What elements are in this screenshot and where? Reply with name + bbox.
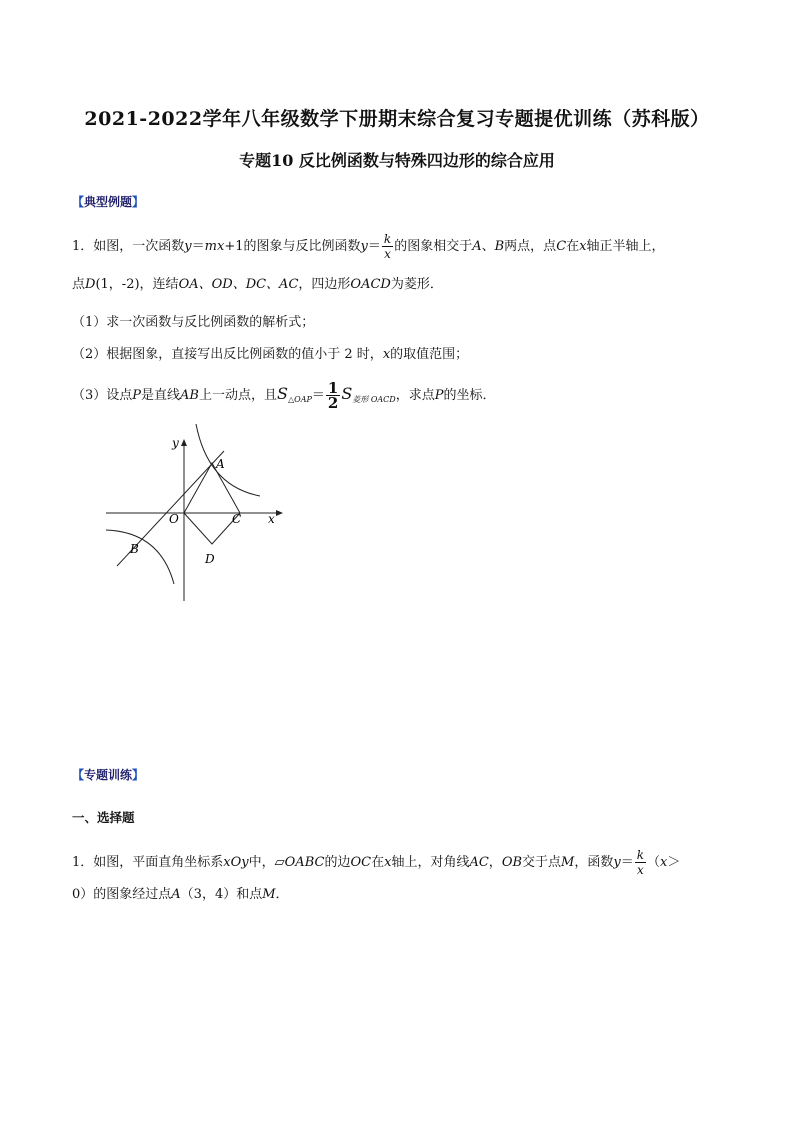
parallelogram-name: ▱OABC <box>274 855 325 870</box>
example1-figure <box>100 420 290 610</box>
area-symbol: S <box>277 384 288 403</box>
label-x: x <box>268 512 275 526</box>
math-var: y <box>613 855 621 870</box>
text: 0）的图象经过点 <box>72 887 172 902</box>
text: 在 <box>371 855 385 870</box>
area-symbol: S <box>341 384 353 403</box>
text: 如图，平面直角坐标系 <box>93 855 224 870</box>
label-B: B <box>130 542 139 556</box>
bracket-close: 】 <box>132 195 145 209</box>
text: （ <box>647 855 661 870</box>
text: 上一动点，且 <box>199 388 278 403</box>
line-name: AB <box>180 388 199 403</box>
point-label: M <box>262 887 276 902</box>
point-label: A <box>472 239 482 254</box>
text: 的图象相交于 <box>394 239 473 254</box>
math-sign: ＝ <box>191 239 205 254</box>
fraction-denominator: 2 <box>327 394 339 412</box>
text: ． <box>275 887 289 902</box>
quadrilateral-name: OACD <box>350 277 391 292</box>
text: （3）设点 <box>72 388 133 403</box>
text: 的边 <box>324 855 351 870</box>
label-A: A <box>216 457 225 471</box>
section-tag-training <box>72 766 144 783</box>
bracket-close: 】 <box>132 768 145 782</box>
fraction-numerator: k <box>636 848 645 862</box>
segment-list: OA、OD、DC、AC <box>178 277 299 292</box>
document-title: 2021-2022学年八年级数学下册期末综合复习专题提优训练（苏科版） <box>84 108 710 130</box>
bracket-open: 【 <box>72 195 85 209</box>
text: 轴正半轴上， <box>586 239 665 254</box>
text: ，连结 <box>139 277 179 292</box>
label-y: y <box>172 436 179 450</box>
segment-name: AC <box>469 855 489 870</box>
label-O: O <box>169 512 179 526</box>
fraction-one-half <box>326 381 340 410</box>
math-var: x <box>382 347 391 362</box>
math-sign: ＝ <box>367 239 381 254</box>
text: ，函数 <box>574 855 614 870</box>
point-label: B <box>494 239 505 254</box>
fraction-k-over-x <box>635 848 646 877</box>
text: 、 <box>481 239 495 254</box>
text: 的图象与反比例函数 <box>243 239 361 254</box>
training1-line1 <box>72 848 680 877</box>
text: 如图，一次函数 <box>93 239 185 254</box>
text: 中， <box>248 855 275 870</box>
math-sign: ＝ <box>311 388 325 403</box>
math-sign: ＞ <box>667 855 681 870</box>
text: ，求点 <box>395 388 435 403</box>
math-const: +1 <box>224 239 244 254</box>
math-var: x <box>579 239 587 254</box>
text: 点 <box>72 277 86 292</box>
section-label: 专题训练 <box>84 768 133 782</box>
label-D: D <box>205 552 215 566</box>
text: ，四边形 <box>298 277 351 292</box>
math-var: y <box>360 239 368 254</box>
text: 两点，点 <box>504 239 557 254</box>
hyperbola-branch-q3 <box>106 530 174 584</box>
text: 为菱形． <box>390 277 443 292</box>
part-heading-choice: 一、选择题 <box>72 810 135 825</box>
point-label: D <box>85 277 96 292</box>
example1-line2 <box>72 276 443 294</box>
area-subscript: △OAP <box>287 395 312 404</box>
text: 在 <box>566 239 580 254</box>
coordinate-system: xOy <box>223 855 249 870</box>
y-axis-arrow-icon <box>181 439 187 446</box>
math-var: mx <box>204 239 225 254</box>
point-label: M <box>561 855 575 870</box>
fraction-denominator: x <box>637 863 644 877</box>
point-label: P <box>434 388 444 403</box>
fraction-denominator: x <box>384 247 391 261</box>
segment-name: OB <box>501 855 523 870</box>
text: 轴上，对角线 <box>391 855 470 870</box>
rhombus-OACD <box>184 463 240 544</box>
text: ， <box>488 855 502 870</box>
math-var: x <box>384 855 392 870</box>
math-var: y <box>184 239 192 254</box>
coordinates: (1，-2) <box>95 277 140 292</box>
section-tag-examples <box>72 193 144 210</box>
sub-question-1: （1）求一次函数与反比例函数的解析式； <box>72 315 315 330</box>
text: 的坐标． <box>443 388 496 403</box>
fraction-numerator: k <box>383 232 392 246</box>
math-sign: ＝ <box>620 855 634 870</box>
text: 是直线 <box>141 388 181 403</box>
text: 交于点 <box>522 855 562 870</box>
area-subscript: 菱形 OACD <box>352 395 396 404</box>
coordinates: （3，4） <box>180 887 237 902</box>
question-number: 1． <box>72 239 94 254</box>
document-subtitle: 专题10 反比例函数与特殊四边形的综合应用 <box>239 151 555 170</box>
example1-line1 <box>72 232 665 261</box>
point-label: P <box>132 388 142 403</box>
fraction-numerator: 1 <box>327 379 339 397</box>
label-C: C <box>232 512 242 526</box>
math-var: x <box>660 855 668 870</box>
segment-name: OC <box>350 855 372 870</box>
point-label: A <box>171 887 181 902</box>
text: 和点 <box>236 887 263 902</box>
x-axis-arrow-icon <box>276 510 283 516</box>
section-label: 典型例题 <box>84 195 133 209</box>
text: 的取值范围； <box>390 347 469 362</box>
hyperbola-branch-q1 <box>196 424 260 496</box>
question-number: 1． <box>72 855 94 870</box>
point-label: C <box>556 239 567 254</box>
text: （2）根据图象，直接写出反比例函数的值小于 2 时， <box>72 347 383 362</box>
training1-line2 <box>72 886 289 904</box>
bracket-open: 【 <box>72 768 85 782</box>
fraction-k-over-x <box>382 232 393 261</box>
sub-question-3 <box>72 380 495 414</box>
sub-question-2 <box>72 346 468 364</box>
